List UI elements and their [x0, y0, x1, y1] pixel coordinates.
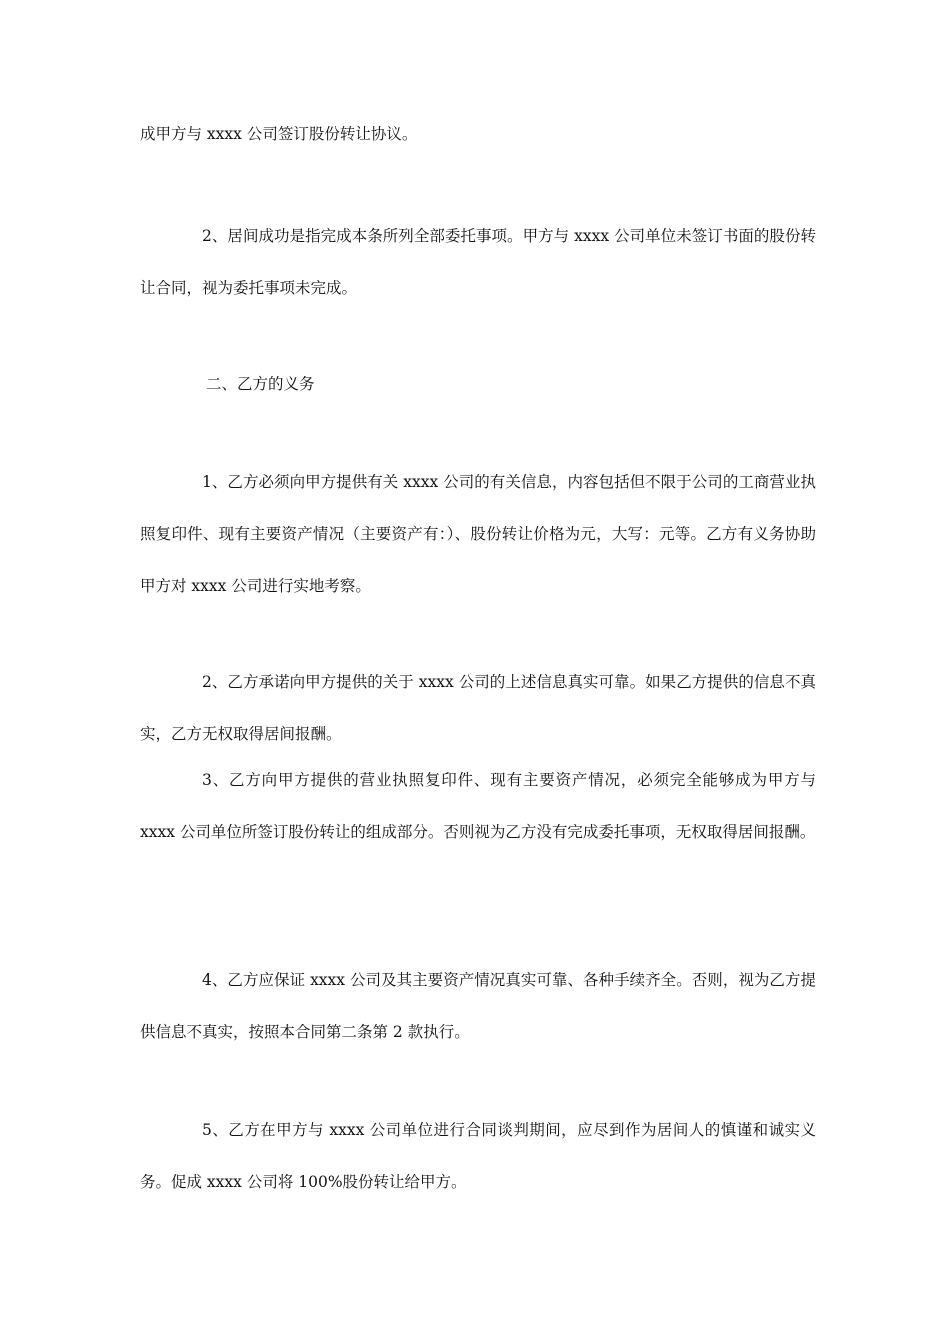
paragraph-obligation-3: 3、乙方向甲方提供的营业执照复印件、现有主要资产情况，必须完全能够成为甲方与 xxxx 公司单位所签订股份转让的组成部分。否则视为乙方没有完成委托事项，无权取得居间报酬。	[140, 771, 816, 841]
paragraph-clause-2: 2、居间成功是指完成本条所列全部委托事项。甲方与 xxxx 公司单位未签订书面的股份转让合同，视为委托事项未完成。	[140, 227, 816, 297]
paragraph-obligation-5: 5、乙方在甲方与 xxxx 公司单位进行合同谈判期间，应尽到作为居间人的慎谨和诚实义务。促成 xxxx 公司将 100%股份转让给甲方。	[140, 1121, 816, 1191]
paragraph-obligation-1: 1、乙方必须向甲方提供有关 xxxx 公司的有关信息，内容包括但不限于公司的工商营业执照复印件、现有主要资产情况（主要资产有：）、股份转让价格为元，大写：元等。乙方有义务协助甲方对 xxxx 公司进行实地考察。	[140, 473, 816, 595]
section-heading-party-b-obligations: 二、乙方的义务	[206, 375, 315, 393]
paragraph-continuation: 成甲方与 xxxx 公司签订股份转让协议。	[140, 125, 418, 143]
paragraph-obligation-2: 2、乙方承诺向甲方提供的关于 xxxx 公司的上述信息真实可靠。如果乙方提供的信息不真实，乙方无权取得居间报酬。	[140, 673, 816, 743]
paragraph-obligation-4: 4、乙方应保证 xxxx 公司及其主要资产情况真实可靠、各种手续齐全。否则，视为乙方提供信息不真实，按照本合同第二条第 2 款执行。	[140, 971, 816, 1041]
